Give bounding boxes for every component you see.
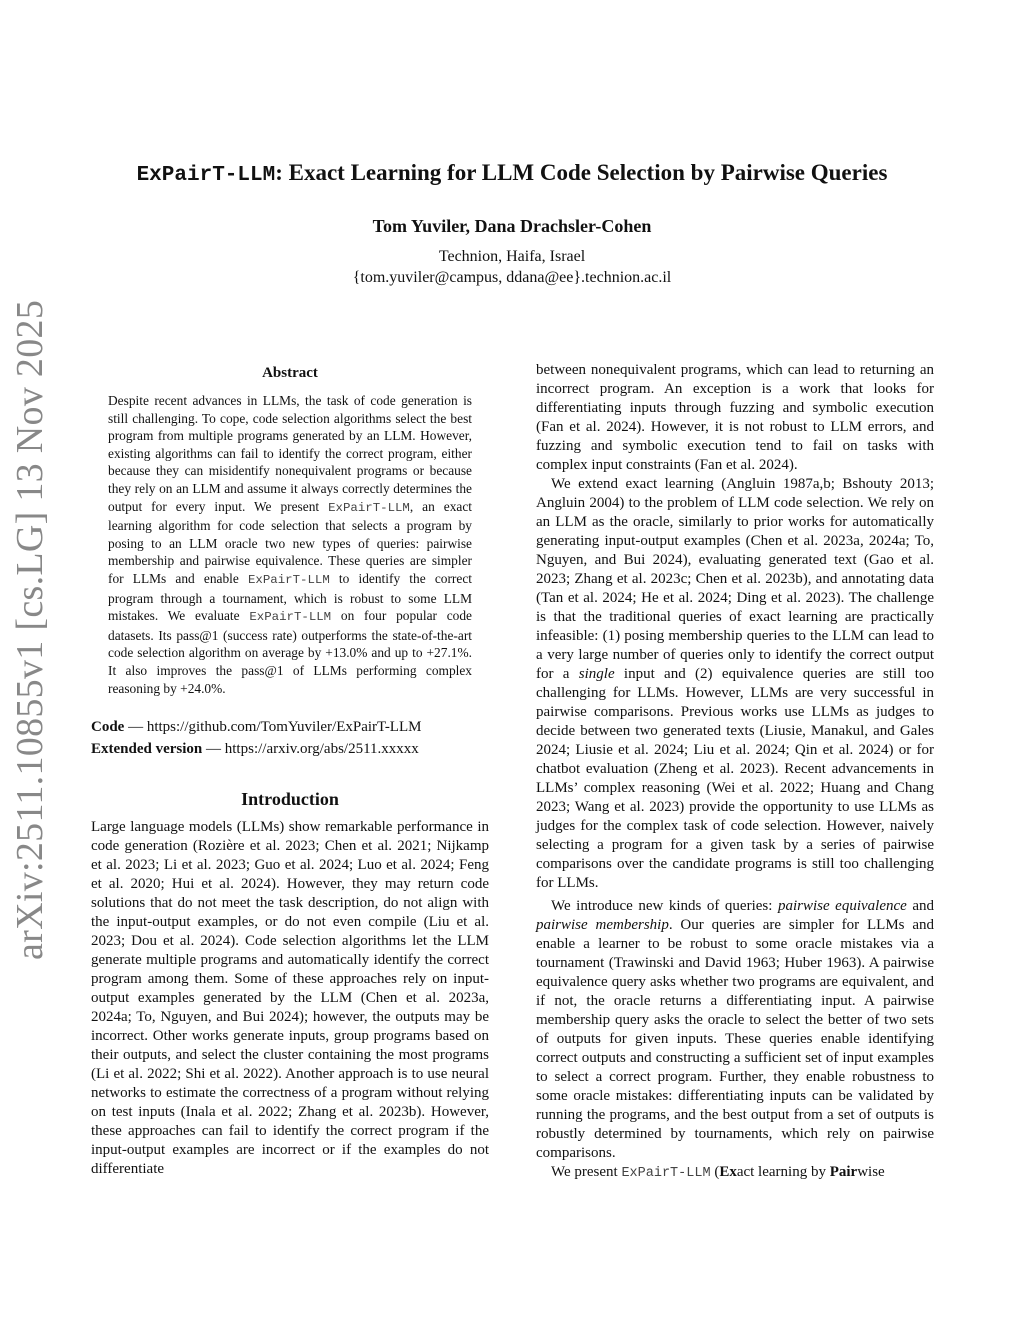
p4-text-d: wise [857, 1164, 885, 1180]
authors: Tom Yuviler, Dana Drachsler-Cohen [372, 216, 652, 236]
emails: {tom.yuviler@campus, ddana@ee}.technion.ac.il [352, 269, 672, 286]
p2-text-b: input and (2) equivalence queries are still too challenging for LLMs. However, LLMs are very successful in pairwise comparisons. Previous works use LLMs as judges to decide between two generated texts (Liusie, Manakul, and Gales 2024; Liusie et al. 2024; Liu et al. 2024; Qin et al. 2024) or for chatbot evaluation (Zheng et al. 2023). Recent advancements in LLMs’ complex reasoning (Wei et al. 2022; Huang and Chang 2023; Wang et al. 2023) provide the opportunity to use LLMs as judges for the complex task of code selection. However, naively selecting a program for a given task by a series of pairwise comparisons over the candidate programs is still too challenging for LLMs. [536, 666, 934, 891]
code-link-line [91, 716, 489, 738]
arxiv-stamp: arXiv:2511.10855v1 [cs.LG] 13 Nov 2025 [9, 299, 51, 960]
p4-text-c: act learning by [736, 1164, 830, 1180]
p2-text-a: We extend exact learning (Angluin 1987a,b; Bshouty 2013; Angluin 2004) to the problem of LLM code selection. We rely on an LLM as the oracle, similarly to prior works for automatically generating input-output examples (Chen et al. 2023a, 2024a; To, Nguyen, and Bui 2024), evaluating generated text (Gao et al. 2023; Zhang et al. 2023c; Chen et al. 2023b), and annotating data (Tan et al. 2024; He et al. 2024; Ding et al. 2023). The challenge is that the traditional queries of exact learning are practically infeasible: (1) posing membership queries to the LLM can lead to a very large number of queries only to identify the correct output for a [536, 476, 934, 682]
code-link-sep: — [124, 719, 147, 736]
intro-paragraph-1: Large language models (LLMs) show remarkable performance in code generation (Rozière et al. 2023; Chen et al. 2021; Nijkamp et al. 2023; Li et al. 2023; Guo et al. 2024; Luo et al. 2024; Feng et al. 2020; Hui et al. 2024). However, they may return code solutions that do not meet the task description, do not align with the input-output examples, or do not even compile (Liu et al. 2023; Dou et al. 2024). Code selection algorithms let the LLM generate multiple programs and automatically identify the correct program among them. Some of these approaches rely on input-output examples generated by the LLM (Chen et al. 2023a, 2024a; To, Nguyen, and Bui 2024); however, the outputs may be incorrect. Other works generate inputs, group programs based on their outputs, and select the cluster containing the most programs (Li et al. 2022; Shi et al. 2022). Another approach is to use neural networks to estimate the correctness of a program without relying on test inputs (Inala et al. 2022; Zhang et al. 2023b). However, these approaches can fail to identify the correct program if the input-output examples are incorrect or if the examples do not differentiate [91, 819, 489, 1178]
p3-text-a: We introduce new kinds of queries: [551, 898, 778, 914]
intro-paragraph-3 [536, 897, 934, 1163]
abstract-system-name: ExPairT-LLM [328, 500, 410, 515]
abstract-system-name: ExPairT-LLM [247, 572, 330, 587]
p3-and: and [906, 898, 935, 914]
code-link-label: Code [91, 719, 125, 736]
p3-text-b: . Our queries are simpler for LLMs and enable a learner to be robust to some oracle mistakes via a tournament (Trawinski and David 1963; Huber 1963). A pairwise equivalence query asks whether two programs are equivalent, and if not, the oracle returns a differentiating input. A pairwise membership query asks the oracle to select the better of two sets of outputs for given inputs. These queries enable identifying correct outputs and constructing a sufficient set of input examples to select a correct program. Further, they enable robustness to some oracle mistakes: differentiating inputs can be validated by running the programs, and the best output from a set of outputs is robustly determined by tournaments, which rely on pairwise comparisons. [536, 917, 934, 1161]
extended-link-sep: — [202, 741, 225, 758]
p3-emphasis-2: pairwise membership [536, 917, 669, 933]
right-column [536, 361, 934, 1183]
abstract-text-2: , an exact learning algorithm for code selection that selects a program by posing to an LLM oracle two new types of queries: pairwise membership and pairwise equivalence. These queries are simpler for LLMs and enable [108, 498, 473, 586]
intro-paragraph-4 [536, 1163, 934, 1183]
p4-text-b: ( [710, 1164, 720, 1180]
intro-paragraph-2 [536, 475, 934, 893]
extended-link-url[interactable]: https://arxiv.org/abs/2511.xxxxx [224, 741, 419, 758]
abstract-body [108, 392, 472, 697]
code-link-url[interactable]: https://github.com/TomYuviler/ExPairT-LLM [146, 719, 422, 736]
p4-bold-ex: Ex [719, 1164, 737, 1180]
abstract-text-4: on four popular code datasets. Its pass@1 (success rate) outperforms the state-of-the-art code selection algorithm on average by +13.0% and up to +27.1%. It also improves the pass@1 of LLMs performing complex reasoning by +24.0%. [108, 608, 472, 696]
left-column [91, 364, 489, 1179]
p2-emphasis: single [578, 666, 615, 682]
links-block [91, 716, 489, 760]
introduction-heading: Introduction [241, 789, 339, 810]
paper-title [0, 160, 1024, 187]
p4-system-name: ExPairT-LLM [621, 1166, 711, 1181]
affiliation: Technion, Haifa, Israel [438, 248, 586, 265]
p4-bold-pair: Pair [829, 1164, 858, 1180]
title-rest: : Exact Learning for LLM Code Selection by Pairwise Queries [275, 160, 888, 185]
intro-paragraph-1-cont: between nonequivalent programs, which can lead to returning an incorrect program. An exception is a work that looks for differentiating inputs through fuzzing and symbolic execution (Fan et al. 2024). However, it is not robust to LLM errors, and fuzzing and symbolic execution tend to fail on tasks with complex input constraints (Fan et al. 2024). [536, 362, 934, 473]
extended-link-line [91, 738, 489, 760]
abstract-system-name: ExPairT-LLM [249, 610, 332, 625]
extended-link-label: Extended version [91, 741, 203, 758]
abstract-heading: Abstract [262, 365, 318, 381]
abstract-text-1: Despite recent advances in LLMs, the task of code generation is still challenging. To cope, code selection algorithms select the best program from multiple programs generated by an LLM. However, existing algorithms can fail to identify the correct program, either because they can misidentify nonequivalent programs or because they rely on an LLM and assume it always correctly determines the output for every input. We present [108, 393, 472, 514]
title-system-name: ExPairT-LLM [136, 164, 276, 187]
p4-text-a: We present [551, 1164, 622, 1180]
p3-emphasis-1: pairwise equivalence [777, 898, 907, 914]
abstract-text-3: to identify the correct program through a tournament, which is robust to some LLM mistakes. We evaluate [108, 570, 472, 624]
affiliation-block [0, 246, 1024, 288]
